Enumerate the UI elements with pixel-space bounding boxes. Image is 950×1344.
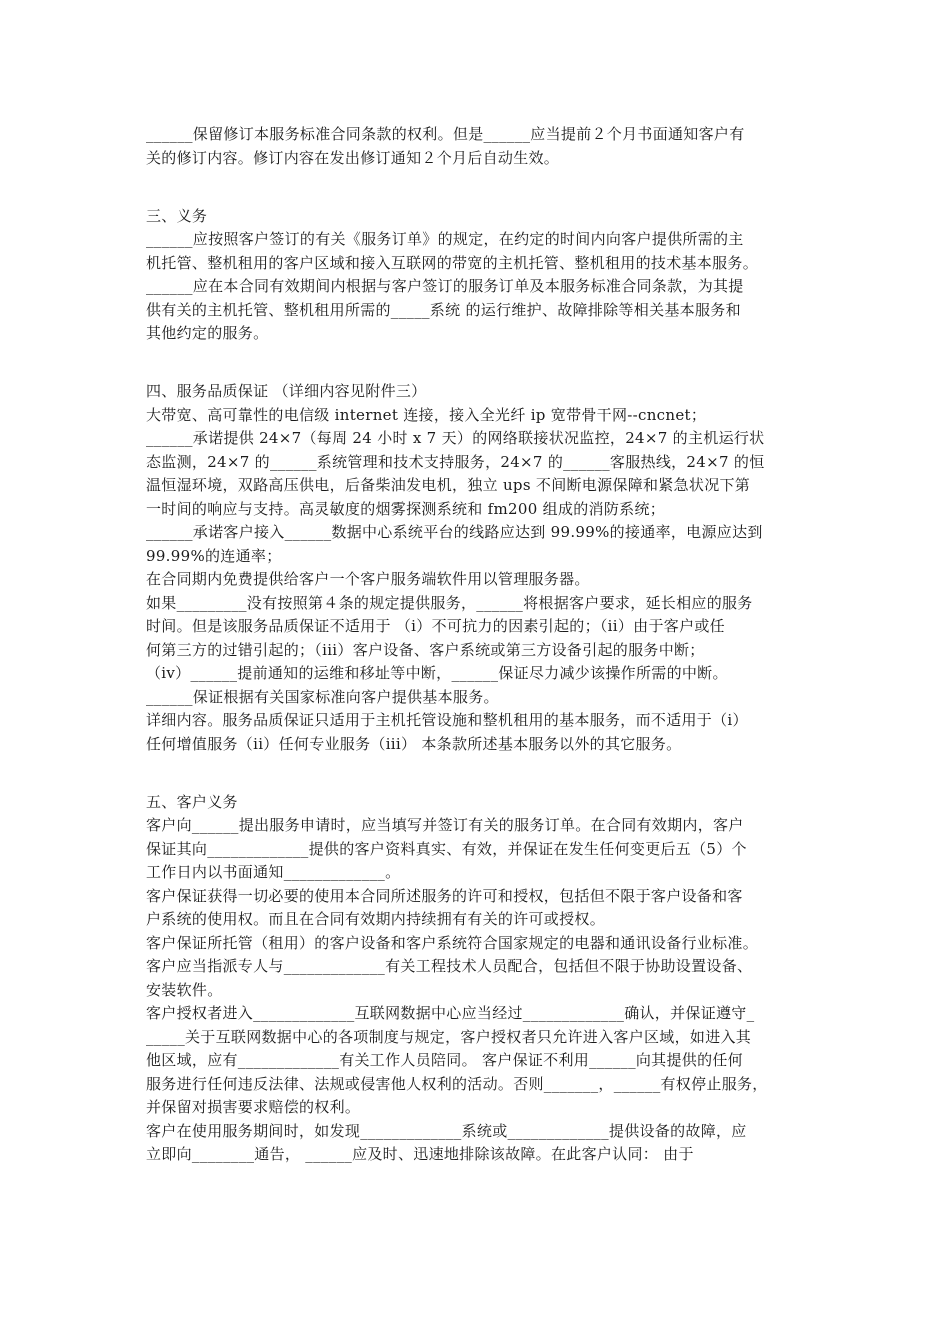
paragraph-gap xyxy=(146,780,816,791)
section-5-line: 安装软件。 xyxy=(146,980,223,999)
section-5-line: 客户保证获得一切必要的使用本合同所述服务的许可和授权，包括但不限于客户设备和客 xyxy=(146,886,743,905)
section-5-heading: 五、客户义务 xyxy=(146,792,238,811)
section-3-line: ______应按照客户签订的有关《服务订单》的规定，在约定的时间内向客户提供所需的主 xyxy=(146,230,744,248)
section-5-line: 客户向______提出服务申请时，应当填写并签订有关的服务订单。在合同有效期内，客户 xyxy=(146,816,744,834)
section-4-line: 温恒湿环境，双路高压供电，后备柴油发电机，独立 ups 不间断电源保障和紧急状况下第 xyxy=(146,476,751,494)
section-3-line: ______应在本合同有效期间内根据与客户签订的服务订单及本服务标准合同条款，为其提 xyxy=(146,277,744,295)
section-4-line: 任何增值服务（ii）任何专业服务（iii） 本条款所述基本服务以外的其它服务。 xyxy=(146,734,682,753)
section-5-line: 工作日内以书面通知_____________。 xyxy=(146,863,401,881)
section-5-line: 他区域，应有_____________有关工作人员陪同。 客户保证不利用______向其提供的任何 xyxy=(146,1051,743,1069)
section-5-line: 客户保证所托管（租用）的客户设备和客户系统符合国家规定的电器和通讯设备行业标准。 xyxy=(146,933,759,952)
section-4-line: ______承诺提供 24×7（每周 24 小时 x 7 天）的网络联接状况监控，24×7 的主机运行状 xyxy=(146,429,765,447)
section-4-line: 大带宽、高可靠性的电信级 internet 连接，接入全光纤 ip 宽带骨干网--cncnet； xyxy=(146,405,707,424)
paragraph-gap xyxy=(146,170,816,194)
intro-line: 关的修订内容。修订内容在发出修订通知２个月后自动生效。 xyxy=(146,148,560,167)
section-3-line: 其他约定的服务。 xyxy=(146,324,269,342)
section-5-line: 并保留对损害要求赔偿的权利。 xyxy=(146,1098,361,1116)
section-4-line: ______保证根据有关国家标准向客户提供基本服务。 xyxy=(146,687,499,706)
section-5-line: 客户应当指派专人与_____________有关工程技术人员配合，包括但不限于协助设置设备、 xyxy=(146,957,753,975)
section-3-line: 供有关的主机托管、整机租用所需的_____系统 的运行维护、故障排除等相关基本服务和 xyxy=(146,300,741,319)
section-5-line: 户系统的使用权。而且在合同有效期内持续拥有有关的许可或授权。 xyxy=(146,910,606,928)
section-5-line: 服务进行任何违反法律、法规或侵害他人权利的活动。否则_______，______有权停止服务， xyxy=(146,1074,768,1093)
section-5-line: _____关于互联网数据中心的各项制度与规定，客户授权者只允许进入客户区域，如进入其 xyxy=(146,1027,752,1046)
section-4-line: 时间。但是该服务品质保证不适用于 （i）不可抗力的因素引起的；（ii）由于客户或任 xyxy=(146,617,725,635)
section-5-line: 保证其向_____________提供的客户资料真实、有效，并保证在发生任何变更后五（5）个 xyxy=(146,839,747,858)
section-5-line: 客户授权者进入_____________互联网数据中心应当经过_____________确认，并保证遵守_ xyxy=(146,1004,755,1022)
section-4-line: 态监测，24×7 的______系统管理和技术支持服务，24×7 的______客服热线，24×7 的恒 xyxy=(146,452,765,471)
section-4-line: ______承诺客户接入______数据中心系统平台的线路应达到 99.99%的接通率，电源应达到 xyxy=(146,523,763,541)
section-4-line: 详细内容。服务品质保证只适用于主机托管设施和整机租用的基本服务，而不适用于（i） xyxy=(146,711,748,729)
section-4-line: 99.99%的连通率； xyxy=(146,546,282,565)
section-4-line: 在合同期内免费提供给客户一个客户服务端软件用以管理服务器。 xyxy=(146,570,590,588)
intro-line: ______保留修订本服务标准合同条款的权利。但是______应当提前２个月书面通知客户有 xyxy=(146,125,745,143)
document-body xyxy=(146,123,816,1167)
paragraph-gap xyxy=(146,194,816,205)
section-4-line: 如果_________没有按照第４条的规定提供服务，______将根据客户要求，延长相应的服务 xyxy=(146,593,753,612)
paragraph-gap xyxy=(146,756,816,780)
section-3-line: 机托管、整机租用的客户区域和接入互联网的带宽的主机托管、整机租用的技术基本服务。 xyxy=(146,253,759,272)
section-5-line: 立即向________通告， ______应及时、迅速地排除该故障。在此客户认同： 由于 xyxy=(146,1145,694,1163)
section-4-heading: 四、服务品质保证 （详细内容见附件三） xyxy=(146,382,427,400)
paragraph-gap xyxy=(146,369,816,380)
section-5-line: 客户在使用服务期间时，如发现_____________系统或_____________提供设备的故障，应 xyxy=(146,1121,747,1140)
section-4-line: （iv）______提前通知的运维和移址等中断，______保证尽力减少该操作所需的中断。 xyxy=(146,664,728,682)
section-4-line: 何第三方的过错引起的；（iii）客户设备、客户系统或第三方设备引起的服务中断； xyxy=(146,640,705,659)
section-4-line: 一时间的响应与支持。高灵敏度的烟雾探测系统和 fm200 组成的消防系统； xyxy=(146,499,666,518)
paragraph-gap xyxy=(146,346,816,370)
section-3-heading: 三、义务 xyxy=(146,206,208,225)
